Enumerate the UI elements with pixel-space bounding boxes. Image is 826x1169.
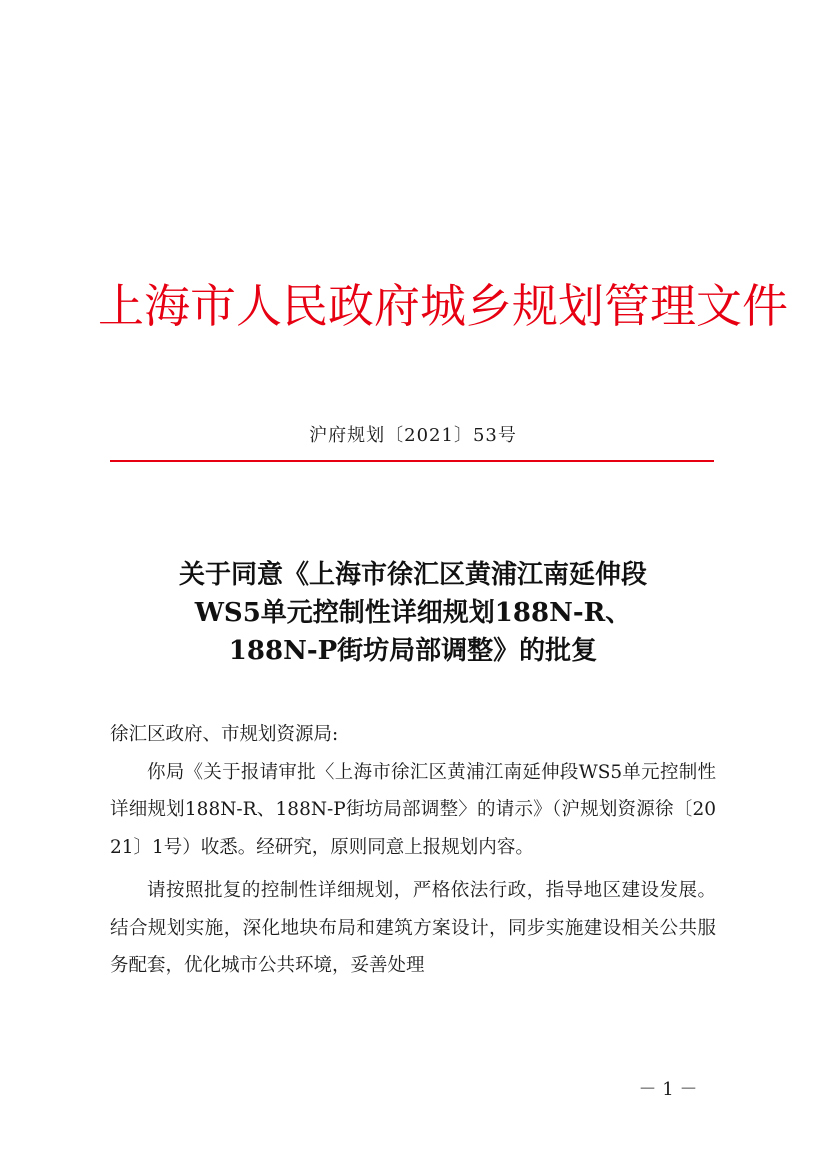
body-paragraph-1: 你局《关于报请审批〈上海市徐汇区黄浦江南延伸段WS5单元控制性详细规划188N-R、188N-P街坊局部调整〉的请示》（沪规划资源徐〔2021〕1号）收悉。经研究，原则同意上报规划内容。 <box>110 761 716 858</box>
document-title <box>110 556 716 670</box>
title-line-1: 关于同意《上海市徐汇区黄浦江南延伸段 <box>178 560 647 590</box>
title-line-2: WS5单元控制性详细规划188N-R、 <box>194 598 632 628</box>
body-paragraph-2: 请按照批复的控制性详细规划，严格依法行政，指导地区建设发展。结合规划实施，深化地块布局和建筑方案设计，同步实施建设相关公共服务配套，优化城市公共环境，妥善处理 <box>110 880 716 976</box>
addressee: 徐汇区政府、市规划资源局: <box>110 724 339 745</box>
masthead-title: 上海市人民政府城乡规划管理文件 <box>98 279 788 333</box>
document-body <box>110 716 716 985</box>
page-number: － 1 － <box>638 1079 698 1100</box>
title-line-3: 188N-P街坊局部调整》的批复 <box>228 636 598 666</box>
red-separator-line <box>110 460 714 462</box>
document-number: 沪府规划〔2021〕53号 <box>309 425 517 446</box>
